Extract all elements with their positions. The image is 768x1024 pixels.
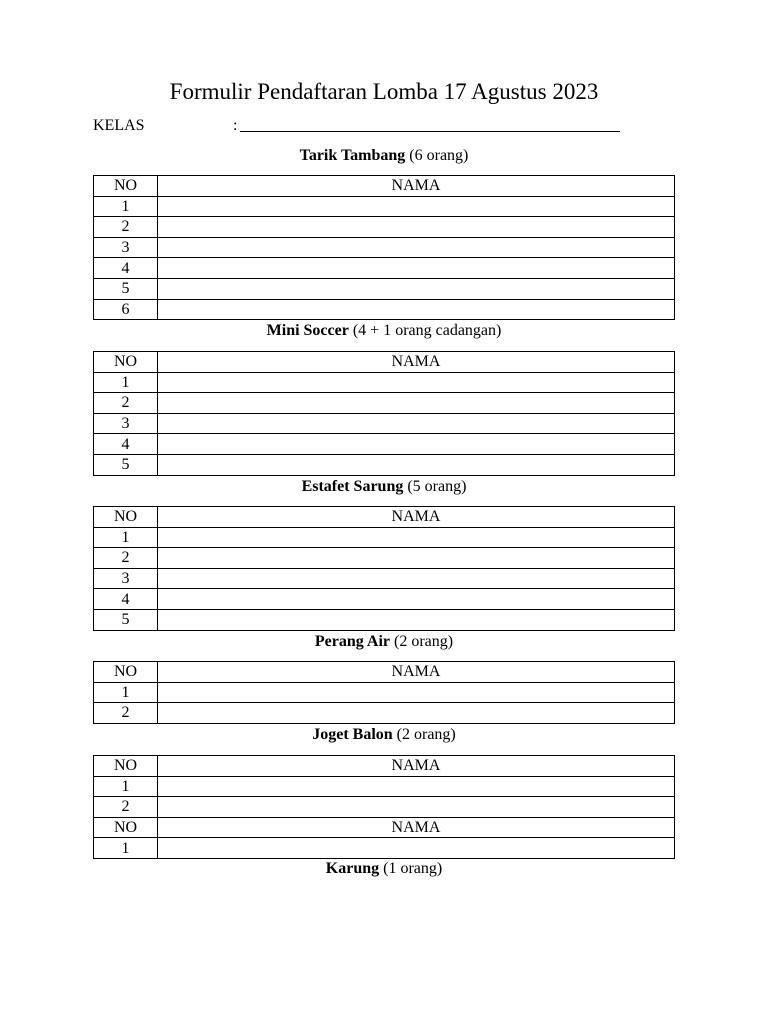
section-note: (2 orang) <box>390 633 454 650</box>
table-header-row <box>94 817 675 838</box>
section-caption-mini-soccer <box>0 321 768 341</box>
table-row <box>94 299 675 320</box>
section-note: (2 orang) <box>392 726 456 743</box>
table-row <box>94 776 675 797</box>
header-nama: NAMA <box>158 352 675 373</box>
nama-cell[interactable] <box>158 589 675 610</box>
nama-cell[interactable] <box>158 776 675 797</box>
table-row <box>94 258 675 279</box>
nama-cell[interactable] <box>158 703 675 724</box>
row-no: 2 <box>94 548 158 569</box>
table-header-row <box>94 507 675 528</box>
header-no: NO <box>94 176 158 197</box>
header-nama: NAMA <box>158 176 675 197</box>
table-row <box>94 217 675 238</box>
row-no: 2 <box>94 393 158 414</box>
section-caption-tarik-tambang <box>0 146 768 166</box>
section-name: Joget Balon <box>312 726 393 743</box>
nama-cell[interactable] <box>158 434 675 455</box>
nama-cell[interactable] <box>158 454 675 475</box>
table-header-row <box>94 352 675 373</box>
header-nama: NAMA <box>158 817 675 838</box>
section-note: (6 orang) <box>405 147 469 164</box>
row-no: 5 <box>94 609 158 630</box>
nama-cell[interactable] <box>158 568 675 589</box>
kelas-colon: : <box>233 117 238 134</box>
row-no: 1 <box>94 776 158 797</box>
nama-cell[interactable] <box>158 413 675 434</box>
section-name: Karung <box>325 860 380 877</box>
row-no: 5 <box>94 454 158 475</box>
nama-cell[interactable] <box>158 258 675 279</box>
table-row <box>94 393 675 414</box>
section-note: (1 orang) <box>379 860 443 877</box>
nama-cell[interactable] <box>158 682 675 703</box>
table-row <box>94 609 675 630</box>
table-row <box>94 237 675 258</box>
header-nama: NAMA <box>158 507 675 528</box>
row-no: 6 <box>94 299 158 320</box>
section-caption-estafet-sarung <box>0 477 768 497</box>
table-row <box>94 548 675 569</box>
table-row <box>94 413 675 434</box>
table-row <box>94 196 675 217</box>
table-row <box>94 527 675 548</box>
header-no: NO <box>94 352 158 373</box>
nama-cell[interactable] <box>158 196 675 217</box>
header-no: NO <box>94 817 158 838</box>
table-tarik-tambang <box>93 175 675 320</box>
table-header-row <box>94 756 675 777</box>
row-no: 2 <box>94 217 158 238</box>
table-row <box>94 682 675 703</box>
nama-cell[interactable] <box>158 548 675 569</box>
row-no: 5 <box>94 278 158 299</box>
table-row <box>94 454 675 475</box>
table-row <box>94 589 675 610</box>
header-no: NO <box>94 507 158 528</box>
row-no: 3 <box>94 237 158 258</box>
row-no: 1 <box>94 196 158 217</box>
kelas-label: KELAS <box>93 117 145 134</box>
section-name: Mini Soccer <box>266 322 349 339</box>
nama-cell[interactable] <box>158 372 675 393</box>
table-row <box>94 838 675 859</box>
table-row <box>94 278 675 299</box>
nama-cell[interactable] <box>158 278 675 299</box>
table-joget-balon <box>93 755 675 859</box>
section-note: (5 orang) <box>403 478 467 495</box>
nama-cell[interactable] <box>158 797 675 818</box>
section-note: (4 + 1 orang cadangan) <box>348 322 502 339</box>
section-name: Estafet Sarung <box>301 478 404 495</box>
row-no: 2 <box>94 703 158 724</box>
table-row <box>94 703 675 724</box>
row-no: 1 <box>94 527 158 548</box>
row-no: 3 <box>94 568 158 589</box>
kelas-input-line[interactable] <box>240 131 620 132</box>
table-row <box>94 568 675 589</box>
row-no: 4 <box>94 434 158 455</box>
table-row <box>94 372 675 393</box>
table-header-row <box>94 176 675 197</box>
table-header-row <box>94 662 675 683</box>
row-no: 4 <box>94 258 158 279</box>
table-mini-soccer <box>93 351 675 476</box>
nama-cell[interactable] <box>158 527 675 548</box>
header-no: NO <box>94 756 158 777</box>
nama-cell[interactable] <box>158 237 675 258</box>
nama-cell[interactable] <box>158 838 675 859</box>
section-caption-perang-air <box>0 632 768 652</box>
section-caption-karung <box>0 859 768 879</box>
nama-cell[interactable] <box>158 609 675 630</box>
nama-cell[interactable] <box>158 217 675 238</box>
form-title: Formulir Pendaftaran Lomba 17 Agustus 2023 <box>169 79 599 104</box>
section-name: Perang Air <box>314 633 390 650</box>
nama-cell[interactable] <box>158 299 675 320</box>
header-nama: NAMA <box>158 662 675 683</box>
table-row <box>94 434 675 455</box>
table-perang-air <box>93 661 675 724</box>
row-no: 4 <box>94 589 158 610</box>
table-estafet-sarung <box>93 506 675 631</box>
row-no: 3 <box>94 413 158 434</box>
row-no: 1 <box>94 682 158 703</box>
header-nama: NAMA <box>158 756 675 777</box>
table-row <box>94 797 675 818</box>
row-no: 1 <box>94 372 158 393</box>
nama-cell[interactable] <box>158 393 675 414</box>
row-no: 2 <box>94 797 158 818</box>
row-no: 1 <box>94 838 158 859</box>
header-no: NO <box>94 662 158 683</box>
section-name: Tarik Tambang <box>299 147 406 164</box>
section-caption-joget-balon <box>0 725 768 745</box>
